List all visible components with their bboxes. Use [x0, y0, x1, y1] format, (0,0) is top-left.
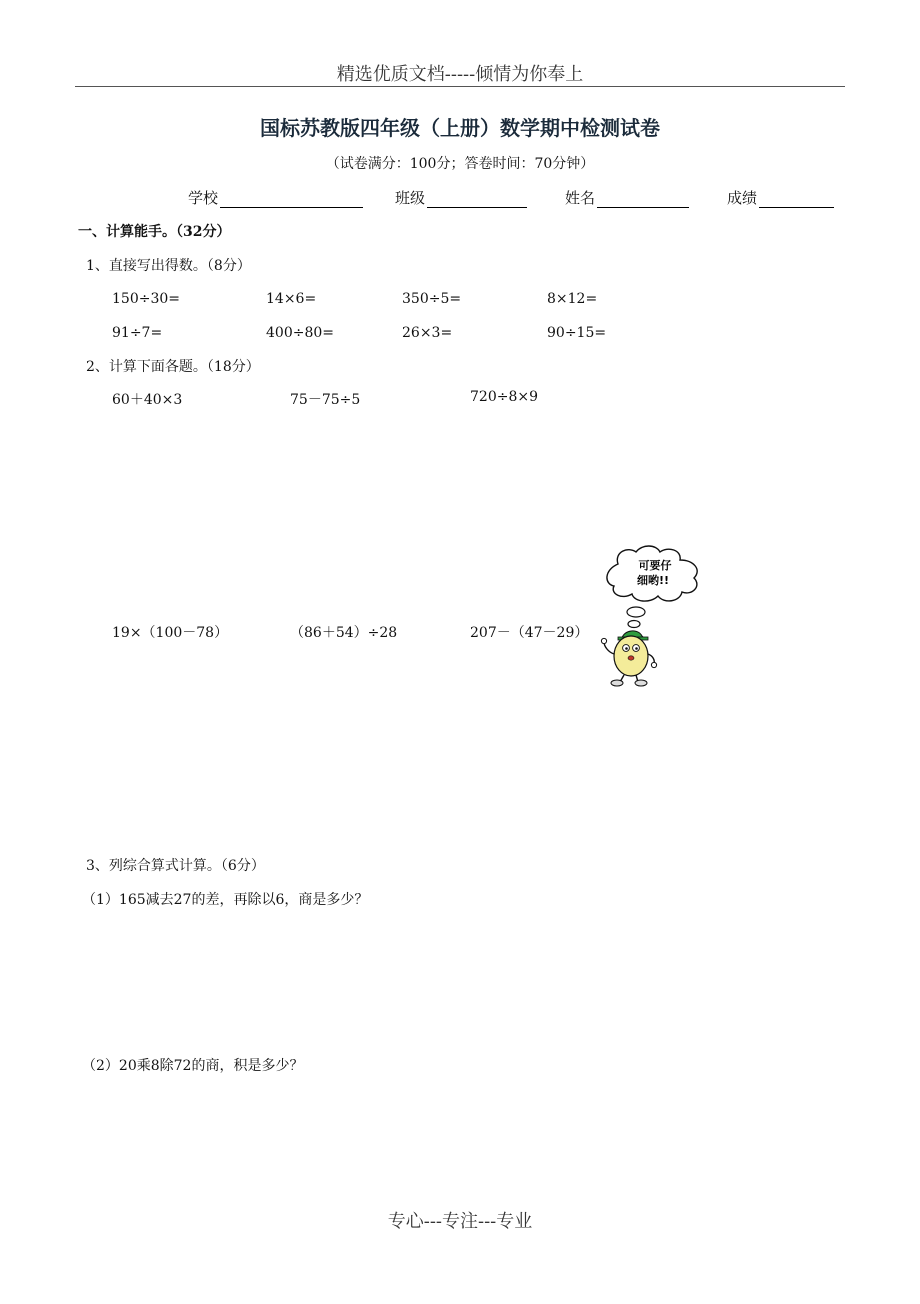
page-footer: 专心---专注---专业 [387, 1211, 533, 1232]
q3-label: 3、列综合算式计算。（6分） [86, 858, 265, 874]
score-blank[interactable] [759, 189, 834, 208]
q1-item: 26×3= [402, 325, 453, 341]
class-blank[interactable] [427, 189, 527, 208]
name-blank[interactable] [597, 189, 689, 208]
school-label: 学校 [188, 189, 219, 207]
q2-label: 2、计算下面各题。（18分） [86, 359, 260, 375]
header-divider [75, 86, 845, 87]
bubble-text-2: 细哟!! [636, 574, 670, 587]
mascot-illustration [598, 542, 710, 694]
section1-heading: 一、计算能手。（32分） [78, 224, 231, 240]
q1-item: 400÷80= [266, 325, 334, 341]
q1-item: 8×12= [547, 291, 598, 307]
q1-item: 90÷15= [547, 325, 607, 341]
q1-item: 150÷30= [112, 291, 180, 307]
name-field[interactable] [565, 187, 689, 208]
name-label: 姓名 [565, 189, 596, 207]
exam-subtitle: （试卷满分：100分；答卷时间：70分钟） [325, 156, 595, 172]
q2-item: 75－75÷5 [290, 392, 361, 408]
class-label: 班级 [395, 189, 426, 207]
bubble-text-1: 可要仔 [638, 559, 672, 572]
school-field[interactable] [188, 187, 363, 208]
q3-problem-2: （2）20乘8除72的商，积是多少？ [82, 1058, 304, 1074]
q2-item: 60＋40×3 [112, 392, 183, 408]
q1-item: 14×6= [266, 291, 317, 307]
q2-item: 19×（100－78） [112, 625, 229, 641]
school-blank[interactable] [220, 189, 363, 208]
q3-problem-1: （1）165减去27的差，再除以6，商是多少？ [82, 892, 369, 908]
exam-title: 国标苏教版四年级（上册）数学期中检测试卷 [260, 116, 660, 140]
q2-item: （86＋54）÷28 [290, 625, 398, 641]
q2-item: 720÷8×9 [470, 389, 538, 405]
class-field[interactable] [395, 187, 527, 208]
q2-item: 207－（47－29） [470, 625, 589, 641]
page-header: 精选优质文档-----倾情为你奉上 [336, 64, 584, 85]
score-field[interactable] [727, 187, 834, 208]
q1-item: 350÷5= [402, 291, 462, 307]
score-label: 成绩 [727, 189, 758, 207]
mascot-figure [598, 542, 710, 690]
q1-label: 1、直接写出得数。（8分） [86, 258, 251, 274]
q1-item: 91÷7= [112, 325, 163, 341]
